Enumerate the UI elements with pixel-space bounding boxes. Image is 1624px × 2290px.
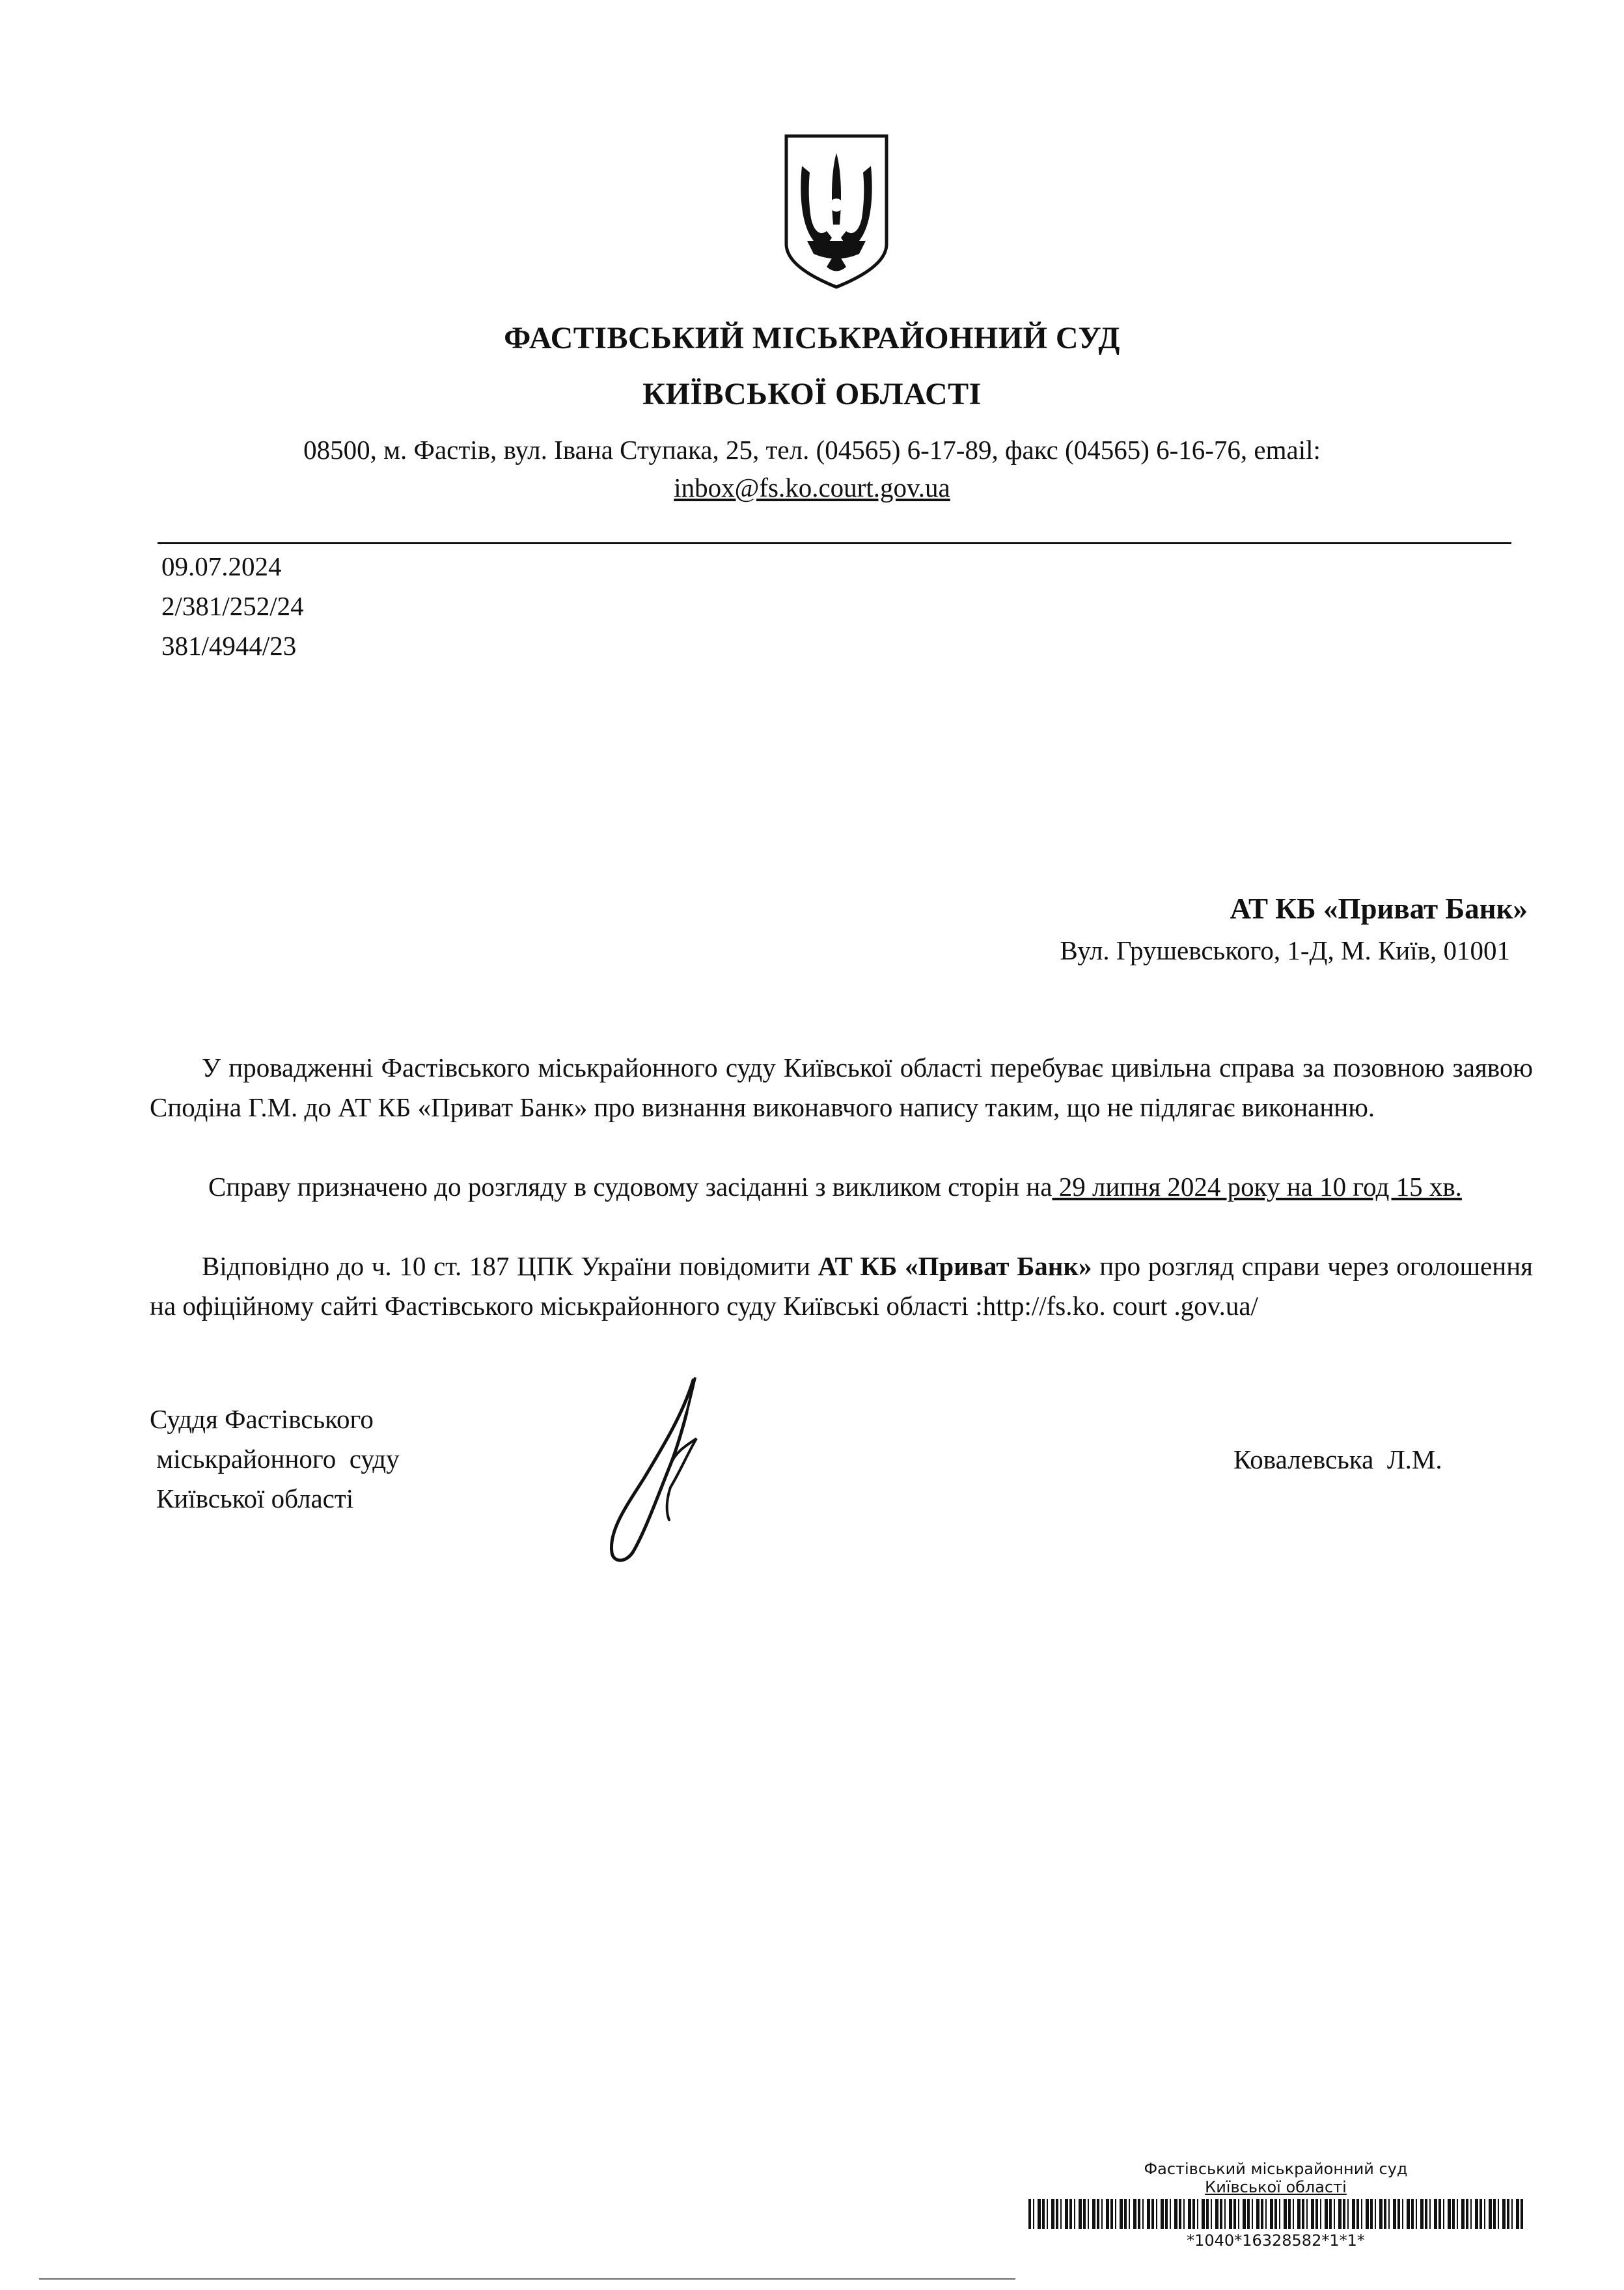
judge-name: Ковалевська Л.М. [1233,1444,1442,1474]
outgoing-number: 2/381/252/24 [161,591,304,621]
case-number: 381/4944/23 [161,631,297,661]
coat-of-arms-icon [781,133,892,290]
court-email [0,472,1624,503]
court-address: 08500, м. Фастів, вул. Івана Ступака, 25, тел. (04565) 6-17-89, факс (04565) 6-16-76, email: [303,435,1321,465]
document-date: 09.07.2024 [161,551,282,581]
footer-stamp [1028,2160,1523,2196]
court-name-line1: ФАСТІВСЬКИЙ МІСЬКРАЙОННИЙ СУД [504,321,1120,355]
judge-title-line1: Суддя Фастівського [150,1404,374,1434]
paragraph-3-end: про розгляд справи через оголошення на офіційному сайті Фастівського міськрайонного суду Київські області :http://fs.ko. court .gov.ua/ [150,1251,1534,1321]
body-paragraph-1 [150,1048,1533,1127]
hearing-date: 29 липня 2024 року на 10 год 15 хв. [1052,1172,1462,1202]
judge-title-line3: Київської області [156,1483,354,1513]
signature-block-title [150,1400,400,1519]
judge-title-line2: міськрайонного суду [150,1444,400,1474]
paragraph-3-recipient: АТ КБ «Приват Банк» [818,1251,1092,1281]
barcode [1028,2199,1523,2229]
stamp-region: Київської області [1205,2178,1347,2196]
paragraph-3-start: Відповідно до ч. 10 ст. 187 ЦПК України повідомити [202,1251,810,1281]
paragraph-1-text: У провадженні Фастівського міськрайонного суду Київської області перебуває цивільна справа за позовною заявою Сподіна Г.М. до АТ КБ «Приват Банк» про визнання виконавчого напису таким, що не підлягає виконанню. [150,1053,1533,1122]
paragraph-2-text: Справу призначено до розгляду в судовому засіданні з викликом сторін на [208,1172,1053,1202]
barcode-text: *1040*16328582*1*1* [1187,2231,1365,2250]
handwritten-signature [573,1373,716,1569]
recipient-address: Вул. Грушевського, 1-Д, М. Київ, 01001 [1060,935,1510,965]
email-link[interactable]: inbox@fs.ko.court.gov.ua [674,473,950,503]
court-name-line2: КИЇВСЬКОЇ ОБЛАСТІ [642,377,982,411]
bottom-rule [39,2278,1015,2280]
header-divider [158,542,1511,544]
stamp-court-name: Фастівський міськрайонний суд [1144,2160,1408,2178]
body-paragraph-3 [150,1247,1533,1326]
body-paragraph-2 [150,1167,1533,1207]
recipient-name: АТ КБ «Приват Банк» [1230,892,1528,925]
document-meta [161,547,304,666]
